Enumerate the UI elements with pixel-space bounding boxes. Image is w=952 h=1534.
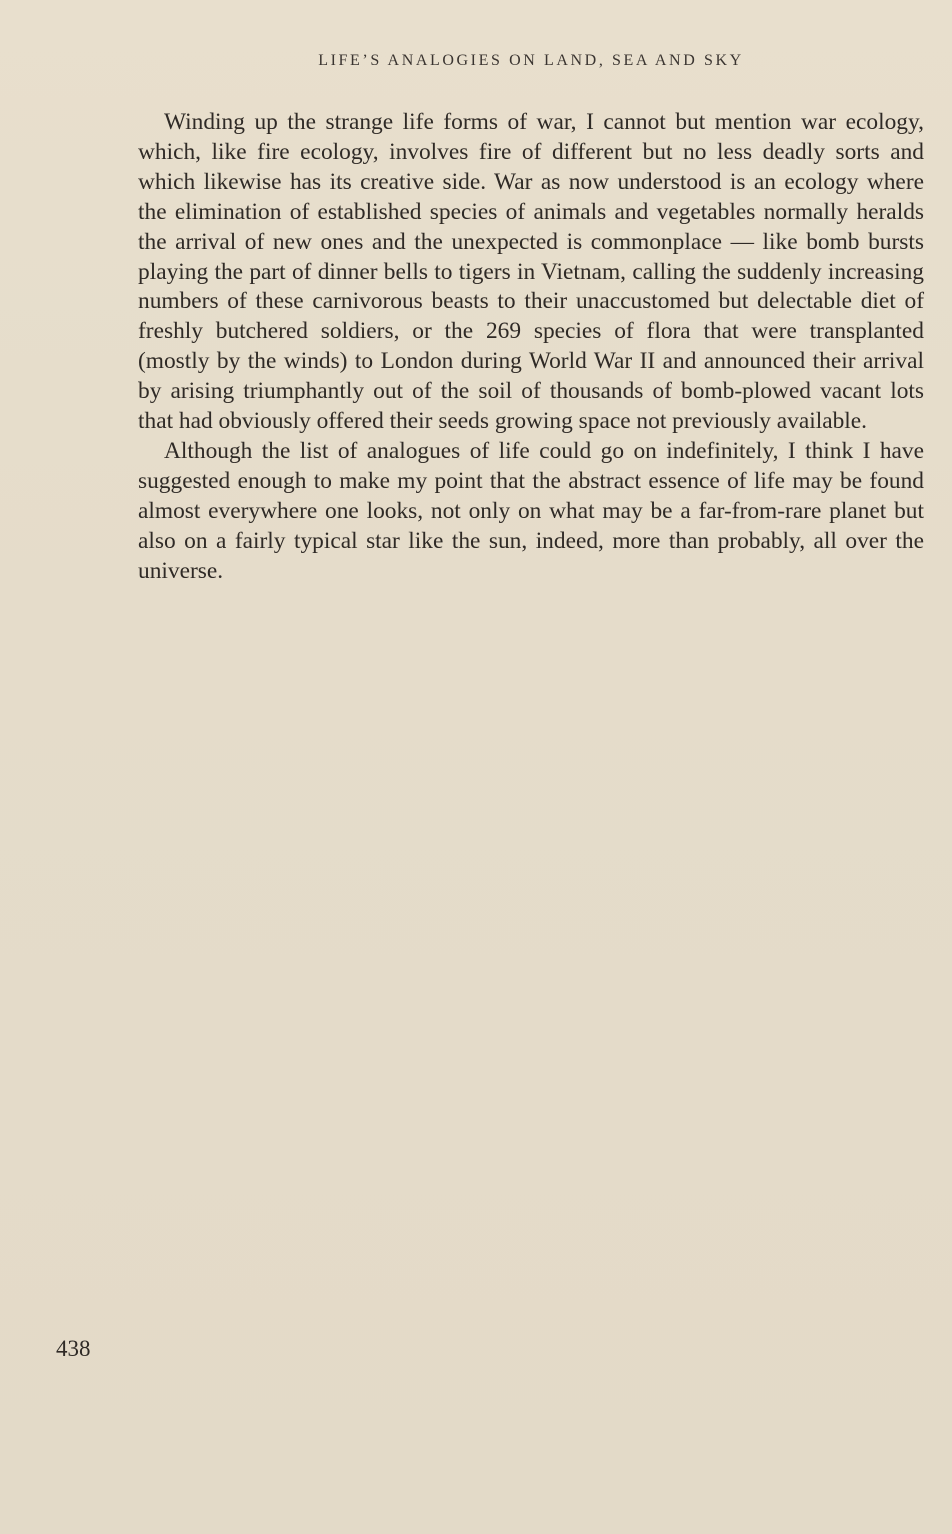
paragraph-war-ecology: Winding up the strange life forms of war, I cannot but mention war ecology, which, like fire ecology, involves fire of different but no less deadly sorts and which likewise has its creative side. War as now understood is an ecology where the elimination of established species of animals and vegetables normally heralds the arrival of new ones and the unexpected is commonplace — like bomb bursts playing the part of dinner bells to tigers in Vietnam, calling the suddenly increasing numbers of these carnivorous beasts to their unaccustomed but delectable diet of freshly butchered soldiers, or the 269 species of flora that were transplanted (mostly by the winds) to London during World War II and announced their arrival by arising triumphantly out of the soil of thousands of bomb-plowed vacant lots that had obviously offered their seeds growing space not previously available.: [138, 109, 924, 435]
running-head: LIFE’S ANALOGIES ON LAND, SEA AND SKY: [318, 52, 744, 69]
body-text: [138, 108, 924, 587]
paragraph-analogues-of-life: Although the list of analogues of life could go on indefinitely, I think I have suggested enough to make my point that the abstract essence of life may be found almost everywhere one looks, not only on what may be a far-from-rare planet but also on a fairly typical star like the sun, indeed, more than probably, all over the universe.: [138, 437, 924, 584]
page-number: 438: [56, 1336, 91, 1361]
